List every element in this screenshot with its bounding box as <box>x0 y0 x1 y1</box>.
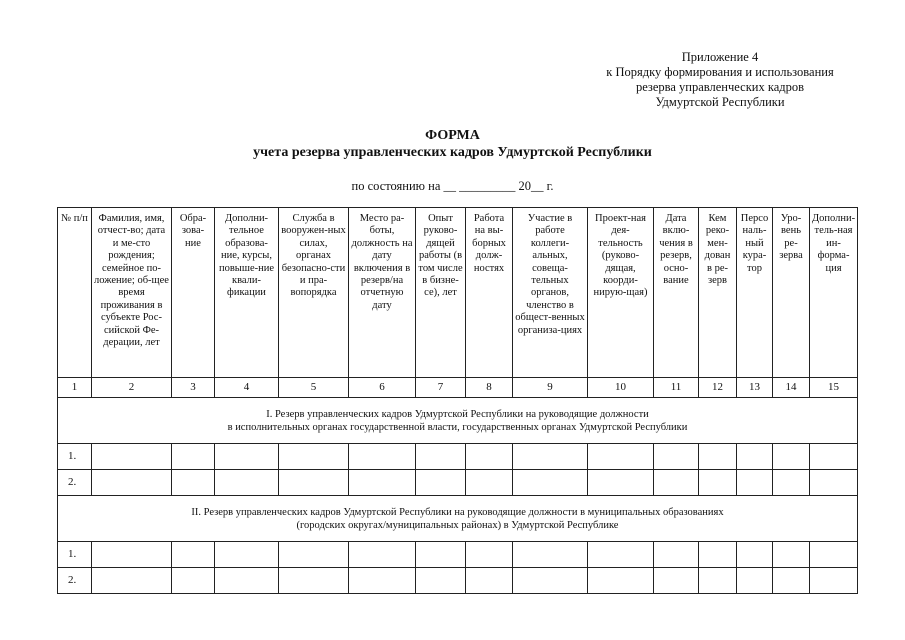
table-cell[interactable] <box>737 470 773 496</box>
table-cell[interactable] <box>810 568 858 594</box>
column-header: Опыт руково-дящей работы (в том числе в бизне-се), лет <box>416 208 466 378</box>
table-cell[interactable] <box>737 444 773 470</box>
table-cell[interactable] <box>279 470 349 496</box>
table-cell[interactable] <box>92 470 172 496</box>
table-cell[interactable] <box>810 444 858 470</box>
column-number: 6 <box>349 378 416 398</box>
table-cell[interactable] <box>699 444 737 470</box>
column-number: 7 <box>416 378 466 398</box>
table-cell[interactable] <box>416 470 466 496</box>
column-header: Участие в работе коллеги-альных, совеща-тельных органов, членство в общест-венных организа-циях <box>513 208 588 378</box>
column-header: Персо наль-ный кура-тор <box>737 208 773 378</box>
table-row <box>58 470 858 496</box>
row-number: 2. <box>58 470 92 496</box>
table-cell[interactable] <box>773 568 810 594</box>
table-cell[interactable] <box>215 470 279 496</box>
table-cell[interactable] <box>172 542 215 568</box>
table-cell[interactable] <box>513 568 588 594</box>
table-cell[interactable] <box>588 568 654 594</box>
column-number: 10 <box>588 378 654 398</box>
table-cell[interactable] <box>699 568 737 594</box>
table-cell[interactable] <box>172 568 215 594</box>
as-of-date-line: по состоянию на __ _________ 20__ г. <box>351 179 554 193</box>
column-header: № п/п <box>58 208 92 378</box>
table-cell[interactable] <box>466 542 513 568</box>
table-cell[interactable] <box>699 470 737 496</box>
column-number: 9 <box>513 378 588 398</box>
table-row <box>58 444 858 470</box>
table-cell[interactable] <box>737 568 773 594</box>
table-cell[interactable] <box>654 444 699 470</box>
section-heading-line: (городских округах/муниципальных районах) в Удмуртской Республике <box>296 519 619 531</box>
table-cell[interactable] <box>588 444 654 470</box>
section-heading-line: II. Резерв управленческих кадров Удмуртской Республики на руководящие должности в муниципальных образованиях <box>191 506 724 518</box>
title-line-1: ФОРМА <box>425 128 480 143</box>
row-number: 1. <box>58 542 92 568</box>
section-heading-row <box>58 398 858 444</box>
table-cell[interactable] <box>416 444 466 470</box>
table-cell[interactable] <box>416 568 466 594</box>
column-header: Место ра-боты, должность на дату включения в резерв/на отчетную дату <box>349 208 416 378</box>
column-header: Проект-ная дея-тельность (руково-дящая, коорди-нирую-щая) <box>588 208 654 378</box>
column-header: Работа на вы-борных долж-ностях <box>466 208 513 378</box>
table-cell[interactable] <box>513 542 588 568</box>
table-row <box>58 542 858 568</box>
table-cell[interactable] <box>773 444 810 470</box>
table-cell[interactable] <box>349 568 416 594</box>
section-heading-row <box>58 496 858 542</box>
table-cell[interactable] <box>349 470 416 496</box>
reserve-table <box>57 207 858 594</box>
table-cell[interactable] <box>773 470 810 496</box>
table-cell[interactable] <box>92 542 172 568</box>
table-cell[interactable] <box>654 542 699 568</box>
table-cell[interactable] <box>416 542 466 568</box>
table-cell[interactable] <box>654 470 699 496</box>
table-cell[interactable] <box>172 470 215 496</box>
appendix-line: Приложение 4 <box>681 50 759 64</box>
table-cell[interactable] <box>513 444 588 470</box>
appendix-line: Удмуртской Республики <box>655 95 785 109</box>
column-header: Кем реко-мен-дован в ре-зерв <box>699 208 737 378</box>
table-cell[interactable] <box>215 568 279 594</box>
column-number: 14 <box>773 378 810 398</box>
table-cell[interactable] <box>279 444 349 470</box>
column-header: Уро-вень ре-зерва <box>773 208 810 378</box>
table-cell[interactable] <box>215 444 279 470</box>
column-number: 8 <box>466 378 513 398</box>
column-number: 3 <box>172 378 215 398</box>
table-cell[interactable] <box>92 568 172 594</box>
column-header: Служба в вооружен-ных силах, органах безопасно-сти и пра-вопорядка <box>279 208 349 378</box>
table-cell[interactable] <box>588 470 654 496</box>
table-cell[interactable] <box>279 542 349 568</box>
table-cell[interactable] <box>588 542 654 568</box>
table-cell[interactable] <box>279 568 349 594</box>
table-header-row <box>58 208 858 378</box>
table-cell[interactable] <box>466 444 513 470</box>
column-number: 2 <box>92 378 172 398</box>
table-cell[interactable] <box>215 542 279 568</box>
table-cell[interactable] <box>810 542 858 568</box>
table-cell[interactable] <box>466 470 513 496</box>
title-line-2: учета резерва управленческих кадров Удмуртской Республики <box>253 145 652 160</box>
table-cell[interactable] <box>349 542 416 568</box>
row-number: 1. <box>58 444 92 470</box>
table-cell[interactable] <box>349 444 416 470</box>
section-heading-line: I. Резерв управленческих кадров Удмуртской Республики на руководящие должности <box>266 408 649 420</box>
column-number: 1 <box>58 378 92 398</box>
column-number: 11 <box>654 378 699 398</box>
table-cell[interactable] <box>513 470 588 496</box>
table-cell[interactable] <box>699 542 737 568</box>
column-header: Дополни-тель-ная ин-форма-ция <box>810 208 858 378</box>
table-cell[interactable] <box>810 470 858 496</box>
appendix-header <box>560 50 880 110</box>
table-cell[interactable] <box>172 444 215 470</box>
section-heading <box>58 398 858 444</box>
section-heading <box>58 496 858 542</box>
column-header: Фамилия, имя, отчест-во; дата и ме-сто рождения; семейное по-ложение; об-щее время проживания в субъекте Рос-сийской Фе-дерации, лет <box>92 208 172 378</box>
column-number: 12 <box>699 378 737 398</box>
appendix-line: к Порядку формирования и использования <box>606 65 834 79</box>
table-cell[interactable] <box>773 542 810 568</box>
column-number-row <box>58 378 858 398</box>
section-heading-line: в исполнительных органах государственной власти, государственных органах Удмуртской Республики <box>227 421 688 433</box>
row-number: 2. <box>58 568 92 594</box>
table-row <box>58 568 858 594</box>
column-number: 5 <box>279 378 349 398</box>
appendix-line: резерва управленческих кадров <box>635 80 805 94</box>
column-number: 13 <box>737 378 773 398</box>
column-number: 15 <box>810 378 858 398</box>
column-header: Дата вклю-чения в резерв, осно-вание <box>654 208 699 378</box>
column-number: 4 <box>215 378 279 398</box>
document-title <box>0 127 905 161</box>
column-header: Обра-зова-ние <box>172 208 215 378</box>
table-cell[interactable] <box>466 568 513 594</box>
table-cell[interactable] <box>737 542 773 568</box>
table-cell[interactable] <box>92 444 172 470</box>
column-header: Дополни-тельное образова-ние, курсы, повыше-ние квали-фикации <box>215 208 279 378</box>
table-cell[interactable] <box>654 568 699 594</box>
